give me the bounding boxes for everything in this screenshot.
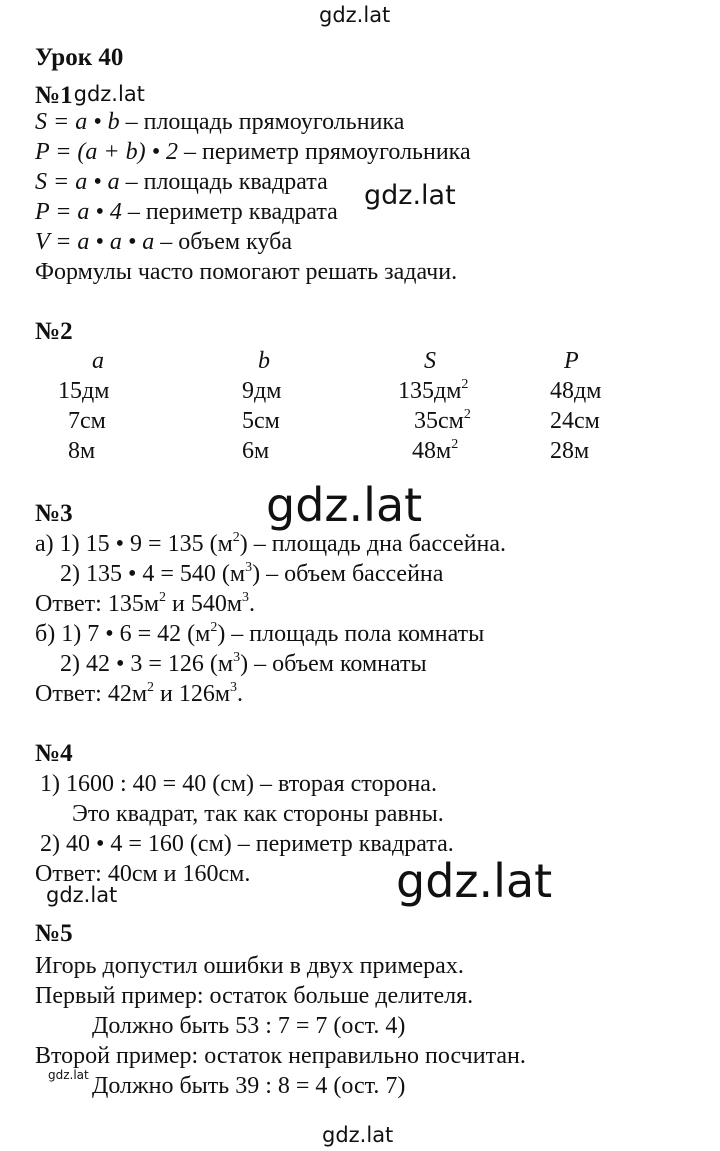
table-row — [48, 436, 601, 466]
answer-line: Ответ: 40см и 160см. — [35, 861, 251, 887]
answer-line: Ответ: $42м^2$ и $126м^3$. — [35, 680, 244, 707]
formula-line — [35, 198, 338, 226]
task1-heading — [35, 80, 145, 110]
table-cell: $135дм^2$ — [398, 376, 469, 404]
solution-line: Должно быть 39 : 8 = 4 (ост. 7) — [92, 1073, 406, 1099]
formula-line — [35, 138, 471, 166]
formula: S = a • a — [35, 169, 120, 195]
formula-line — [35, 168, 328, 196]
solution-line: б) 1) 7 • 6 = 42 $(м^2)$ – площадь пола комнаты — [35, 620, 485, 647]
column-header: b — [258, 347, 270, 374]
table-cell: 24см — [550, 407, 600, 434]
table-cell: 9дм — [242, 377, 282, 404]
table-header-row — [48, 346, 601, 376]
solution-line: 2) 42 • 3 = 126 $(м^3)$ – объем комнаты — [60, 650, 427, 677]
table-cell: $48м^2$ — [412, 436, 459, 464]
watermark: gdz.lat — [319, 3, 391, 27]
column-header: a — [92, 347, 104, 374]
conclusion-text: Формулы часто помогают решать задачи. — [35, 259, 458, 285]
task-number: №5 — [35, 920, 73, 947]
task-number: №2 — [35, 318, 73, 345]
solution-line: Это квадрат, так как стороны равны. — [72, 801, 444, 827]
task-number: №3 — [35, 500, 73, 527]
solution-line: 2) 135 • 4 = 540 $(м^3)$ – объем бассейна — [60, 560, 444, 587]
table-cell: 5см — [242, 407, 280, 434]
solution-line: Второй пример: остаток неправильно посчитан. — [35, 1043, 526, 1069]
answer-line: Ответ: $135м^2$ и $540м^3$. — [35, 590, 256, 617]
table-cell: 28м — [550, 437, 590, 464]
formula-description: – площадь прямоугольника — [119, 109, 405, 135]
formula: S = a • b — [35, 109, 120, 135]
formula: V = a • a • a — [35, 229, 155, 255]
column-header: P — [564, 347, 579, 374]
formula-description: – периметр прямоугольника — [178, 139, 471, 165]
formula-description: – периметр квадрата — [121, 199, 338, 225]
formula-line — [35, 108, 404, 136]
table-cell: 48дм — [550, 377, 602, 404]
table-cell: $35см^2$ — [414, 406, 471, 434]
watermark: gdz.lat — [322, 1123, 394, 1147]
formula: P = (a + b) • 2 — [35, 139, 179, 165]
formula-description: – объем куба — [154, 229, 292, 255]
watermark: gdz.lat — [48, 1068, 89, 1082]
formula: P = a • 4 — [35, 199, 122, 225]
solution-line: а) 1) 15 • 9 = 135 $(м^2)$ – площадь дна бассейна. — [35, 530, 507, 557]
watermark: gdz.lat — [266, 478, 423, 532]
solution-line: 2) 40 • 4 = 160 (см) – периметр квадрата. — [40, 831, 454, 857]
watermark: gdz.lat — [46, 883, 118, 907]
table-row — [48, 376, 601, 406]
solution-line: Игорь допустил ошибки в двух примерах. — [35, 953, 464, 979]
task-number: №1 — [35, 82, 73, 109]
column-header: S — [424, 347, 436, 374]
solution-line: Должно быть 53 : 7 = 7 (ост. 4) — [92, 1013, 406, 1039]
table-cell: 8м — [68, 437, 96, 464]
watermark: gdz.lat — [362, 180, 460, 211]
table-row — [48, 406, 601, 436]
table-cell: 6м — [242, 437, 270, 464]
page-title: Урок 40 — [35, 44, 124, 71]
task-number: №4 — [35, 740, 73, 767]
formula-description: – площадь квадрата — [119, 169, 328, 195]
watermark: gdz.lat — [396, 854, 553, 908]
table-cell: 15дм — [58, 377, 110, 404]
table-cell: 7см — [68, 407, 106, 434]
solution-line: Первый пример: остаток больше делителя. — [35, 983, 474, 1009]
solution-line: 1) 1600 : 40 = 40 (см) – вторая сторона. — [40, 771, 437, 797]
watermark: gdz.lat — [73, 82, 145, 106]
formula-line — [35, 228, 292, 256]
dimensions-table — [48, 346, 601, 466]
